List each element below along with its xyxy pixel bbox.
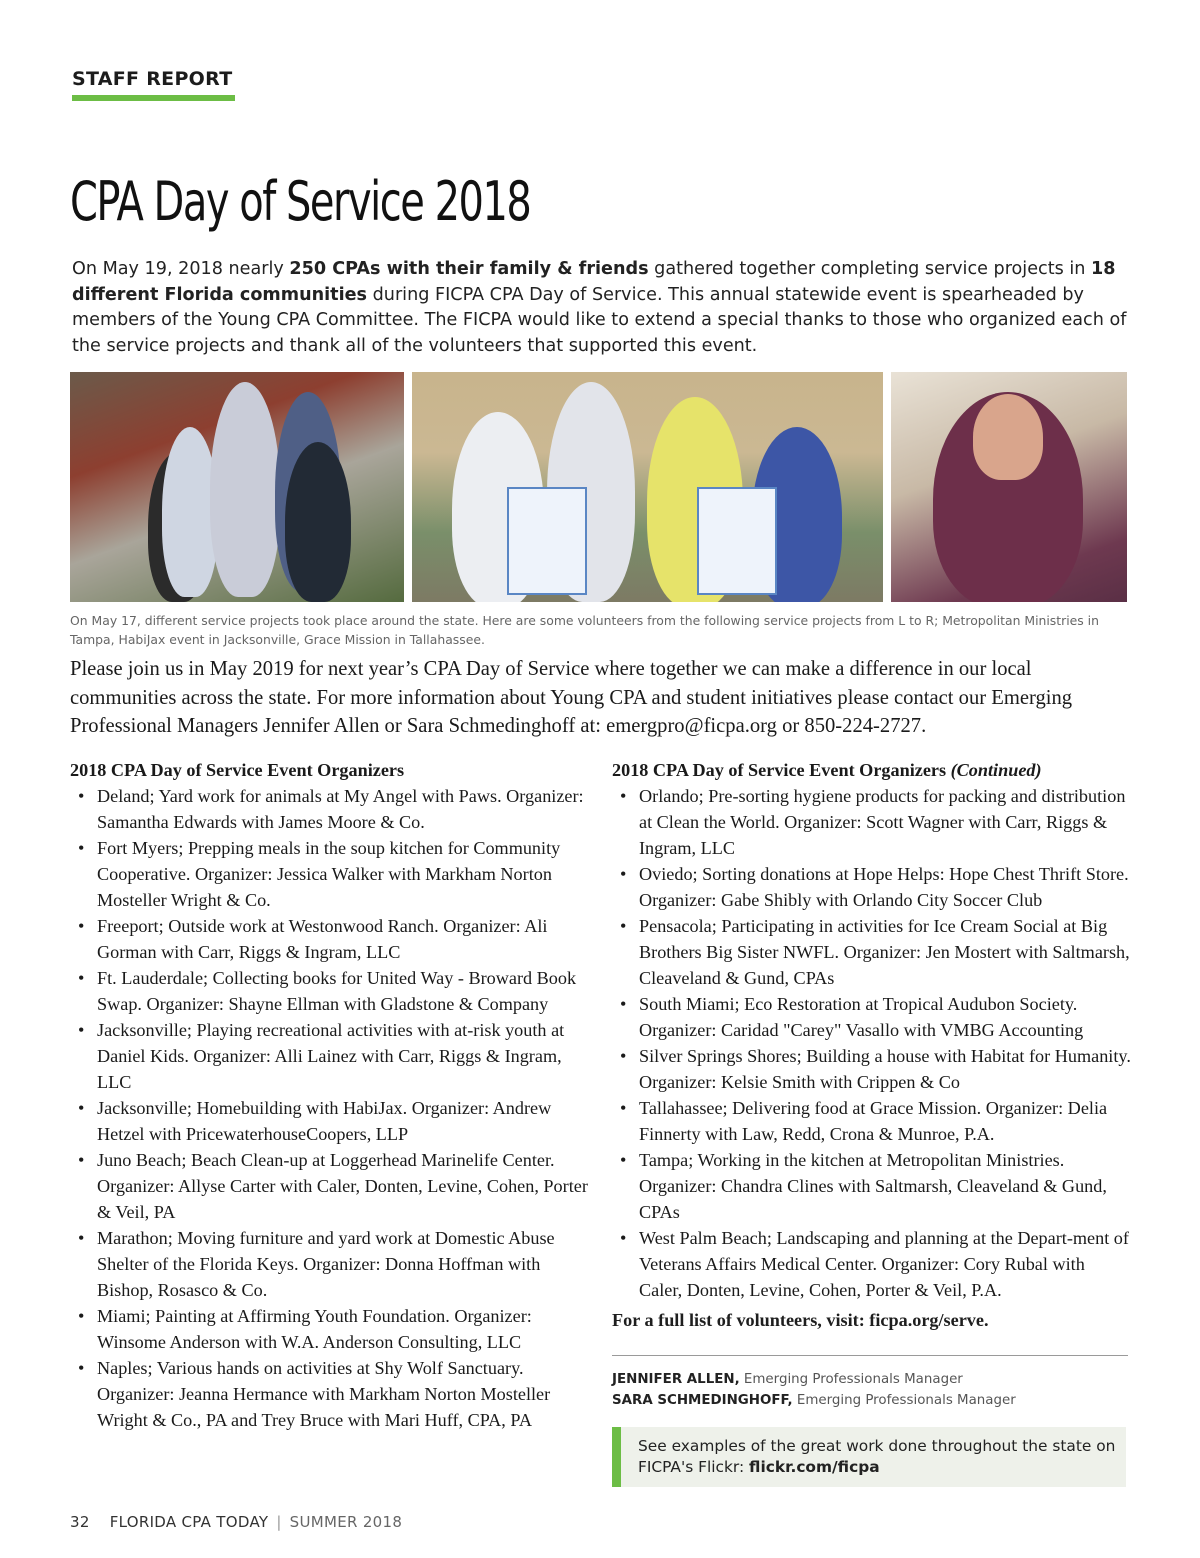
section-label: STAFF REPORT xyxy=(72,68,233,90)
list-item: • Fort Myers; Prepping meals in the soup kitchen for Community Cooperative. Organizer: Jessica Walker with Markham Norton Mosteller Wright & Co. xyxy=(70,835,600,913)
organizers-heading-continued: 2018 CPA Day of Service Event Organizers (Continued) xyxy=(612,760,1042,780)
organizers-heading: 2018 CPA Day of Service Event Organizers xyxy=(70,760,405,780)
list-item: • South Miami; Eco Restoration at Tropical Audubon Society. Organizer: Caridad "Carey" Vasallo with VMBG Accounting xyxy=(612,991,1132,1043)
list-item: • Naples; Various hands on activities at Shy Wolf Sanctuary. Organizer: Jeanna Hermance with Markham Norton Mosteller Wright & Co., PA and Trey Bruce with Mari Huff, CPA, PA xyxy=(70,1355,600,1433)
photo-caption: On May 17, different service projects took place around the state. Here are some volunteers from the following service projects from L to R; Metropolitan Ministries in Tampa, HabiJax event in Jacksonville, Grace Mission in Tallahassee. xyxy=(70,613,1099,647)
continued-label: (Continued) xyxy=(950,760,1042,780)
photo-tampa-volunteers xyxy=(70,372,404,602)
section-rule xyxy=(72,95,235,101)
volunteer-face xyxy=(973,394,1043,480)
organizers-list-left xyxy=(70,783,600,1433)
flickr-link[interactable]: flickr.com/ficpa xyxy=(749,1458,880,1476)
list-item: • Jacksonville; Playing recreational activities with at-risk youth at Daniel Kids. Organizer: Alli Lainez with Carr, Riggs & Ingram, LLC xyxy=(70,1017,600,1095)
footer-separator: | xyxy=(276,1513,282,1531)
intro-paragraph: On May 19, 2018 nearly 250 CPAs with their family & friends gathered together completing service projects in 18 different Florida communities during FICPA CPA Day of Service. This annual statewide event is spearheaded by members of the Young CPA Committee. The FICPA would like to extend a special thanks to those who organized each of the service projects and thank all of the volunteers that supported this event. xyxy=(72,259,1127,356)
list-item: • Miami; Painting at Affirming Youth Foundation. Organizer: Winsome Anderson with W.A. Anderson Consulting, LLC xyxy=(70,1303,600,1355)
organizers-list-right xyxy=(612,783,1132,1303)
page-number: 32 xyxy=(70,1513,90,1531)
join-paragraph: Please join us in May 2019 for next year’s CPA Day of Service where together we can make a difference in our local communities across the state. For more information about Young CPA and student initiatives please contact our Emerging Professional Managers Jennifer Allen or Sara Schmedinghoff at: emergpro@ficpa.org or 850-224-2727. xyxy=(70,658,1073,738)
list-item: • Jacksonville; Homebuilding with HabiJax. Organizer: Andrew Hetzel with PricewaterhouseCoopers, LLP xyxy=(70,1095,600,1147)
list-item: • Oviedo; Sorting donations at Hope Helps: Hope Chest Thrift Store. Organizer: Gabe Shibly with Orlando City Soccer Club xyxy=(612,861,1132,913)
article-title: CPA Day of Service 2018 xyxy=(70,170,531,233)
list-item: • Ft. Lauderdale; Collecting books for United Way - Broward Book Swap. Organizer: Shayne Ellman with Gladstone & Company xyxy=(70,965,600,1017)
volunteer-figure xyxy=(210,382,280,597)
list-item: • Tallahassee; Delivering food at Grace Mission. Organizer: Delia Finnerty with Law, Redd, Crona & Munroe, P.A. xyxy=(612,1095,1132,1147)
full-list-link[interactable]: For a full list of volunteers, visit: ficpa.org/serve. xyxy=(612,1310,989,1330)
list-item: • Marathon; Moving furniture and yard work at Domestic Abuse Shelter of the Florida Keys. Organizer: Donna Hoffman with Bishop, Rosasco & Co. xyxy=(70,1225,600,1303)
event-sign xyxy=(507,487,587,595)
list-item: • West Palm Beach; Landscaping and planning at the Depart-ment of Veterans Affairs Medical Center. Organizer: Cory Rubal with Caler, Donten, Levine, Cohen, Porter & Veil, P.A. xyxy=(612,1225,1132,1303)
event-sign xyxy=(697,487,777,595)
list-item: • Silver Springs Shores; Building a house with Habitat for Humanity. Organizer: Kelsie Smith with Crippen & Co xyxy=(612,1043,1132,1095)
issue-name: SUMMER 2018 xyxy=(289,1513,403,1531)
page-footer xyxy=(70,1513,402,1531)
list-item: • Juno Beach; Beach Clean-up at Loggerhead Marinelife Center. Organizer: Allyse Carter with Caler, Donten, Levine, Cohen, Porter & Veil, PA xyxy=(70,1147,600,1225)
list-item: • Tampa; Working in the kitchen at Metropolitan Ministries. Organizer: Chandra Clines with Saltmarsh, Cleaveland & Gund, CPAs xyxy=(612,1147,1132,1225)
staff-credit: SARA SCHMEDINGHOFF, Emerging Professionals Manager xyxy=(612,1393,1016,1408)
organizers-column-left xyxy=(70,757,600,1433)
organizers-column-right xyxy=(612,757,1132,1303)
staff-credit: JENNIFER ALLEN, Emerging Professionals Manager xyxy=(612,1372,963,1387)
staff-divider xyxy=(612,1355,1128,1356)
list-item: • Orlando; Pre-sorting hygiene products for packing and distribution at Clean the World. Organizer: Scott Wagner with Carr, Riggs & Ingram, LLC xyxy=(612,783,1132,861)
staff-credits xyxy=(612,1369,1132,1411)
photo-jacksonville-volunteers xyxy=(412,372,883,602)
publication-name: FLORIDA CPA TODAY xyxy=(109,1513,269,1531)
flickr-callout: See examples of the great work done throughout the state on FICPA's Flickr: flickr.com/ficpa xyxy=(612,1427,1126,1487)
volunteer-figure xyxy=(285,442,351,602)
photo-tallahassee-volunteer xyxy=(891,372,1127,602)
list-item: • Pensacola; Participating in activities for Ice Cream Social at Big Brothers Big Sister NWFL. Organizer: Jen Mostert with Saltmarsh, Cleaveland & Gund, CPAs xyxy=(612,913,1132,991)
list-item: • Deland; Yard work for animals at My Angel with Paws. Organizer: Samantha Edwards with James Moore & Co. xyxy=(70,783,600,835)
list-item: • Freeport; Outside work at Westonwood Ranch. Organizer: Ali Gorman with Carr, Riggs & Ingram, LLC xyxy=(70,913,600,965)
